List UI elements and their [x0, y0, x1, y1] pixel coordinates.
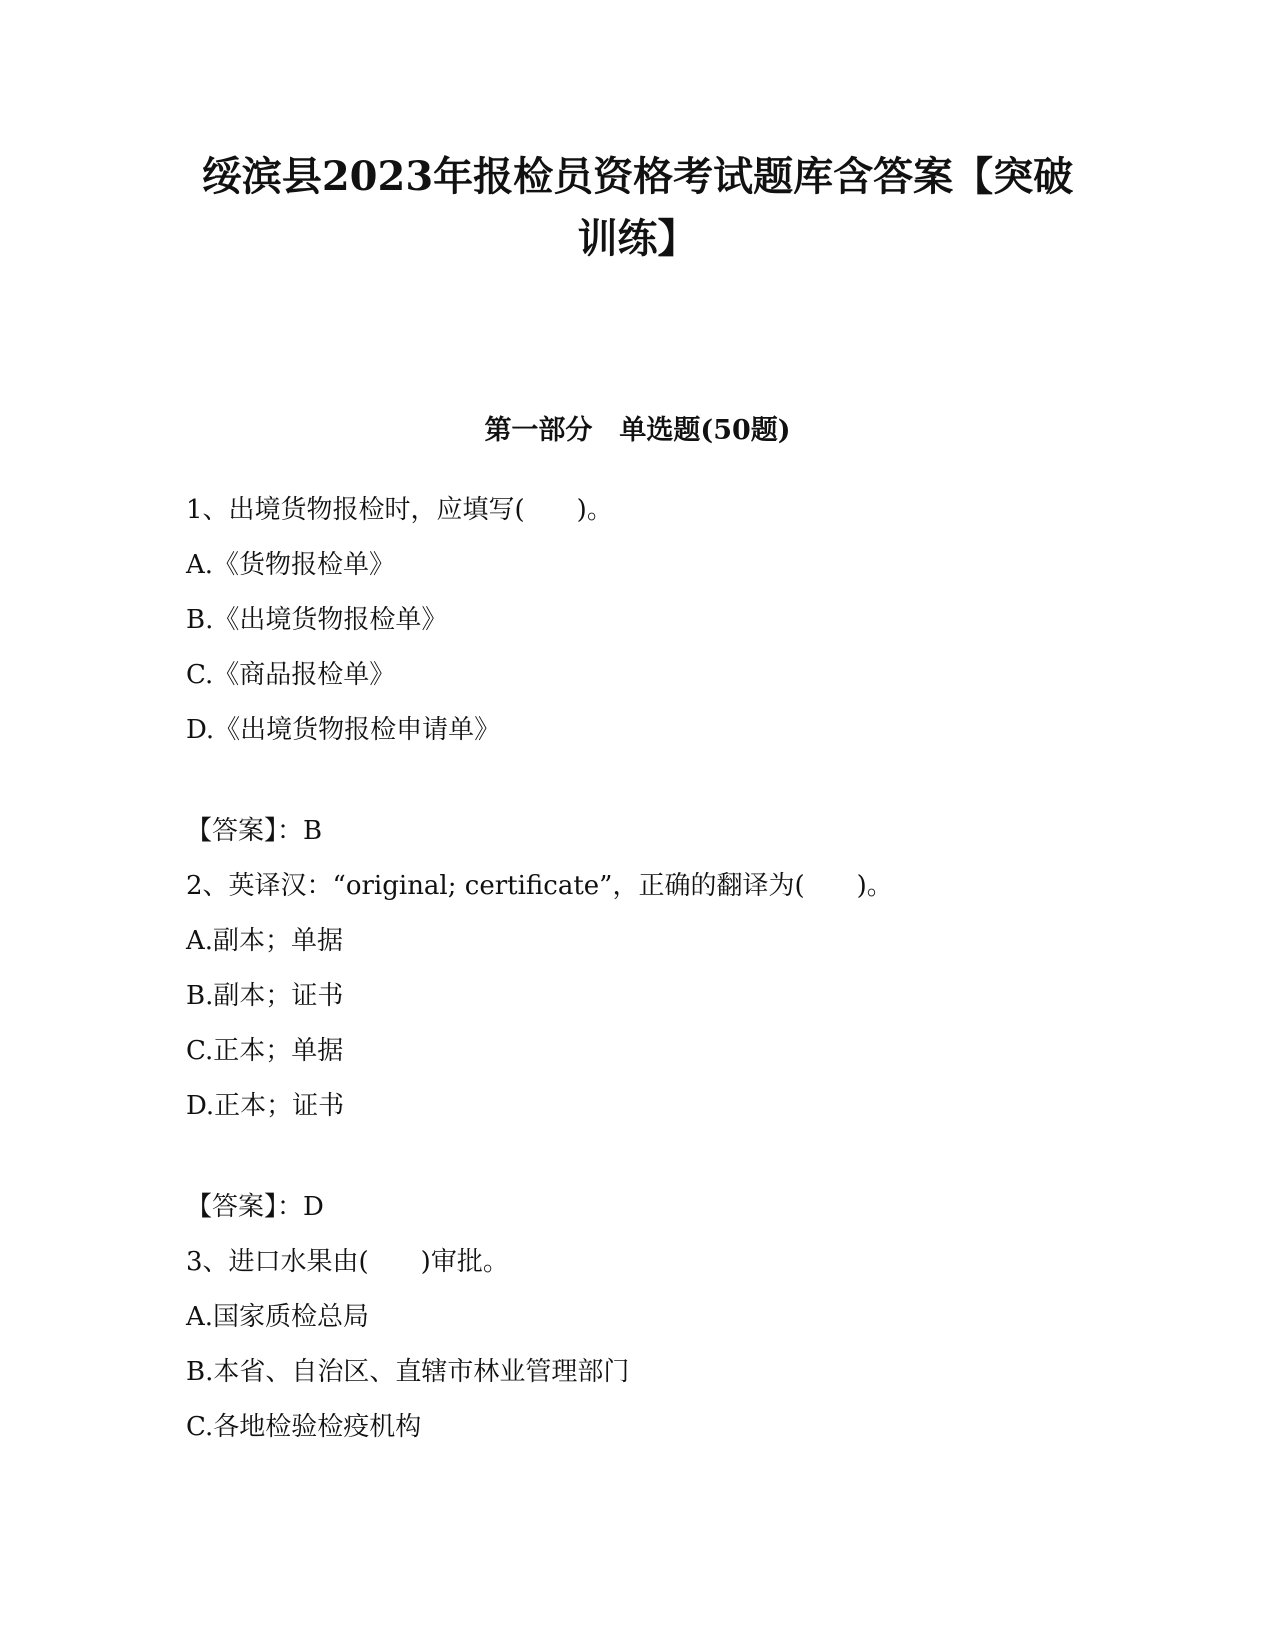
- option-c: C.各地检验检疫机构: [186, 1412, 422, 1442]
- spacer: [186, 765, 1186, 811]
- document-title-line-1: 绥滨县2023年报检员资格考试题库含答案【突破: [201, 153, 1074, 200]
- option-a: A.国家质检总局: [186, 1302, 370, 1332]
- question-stem: 2、英译汉：“original; certificate”，正确的翻译为( )。: [186, 871, 893, 901]
- spacer: [186, 1141, 1186, 1187]
- option-a: A.副本；单据: [186, 926, 344, 956]
- question-stem: 1、出境货物报检时，应填写( )。: [186, 495, 613, 525]
- option-b: B.副本；证书: [186, 981, 344, 1011]
- option-c: C.正本；单据: [186, 1036, 344, 1066]
- question-stem: 3、进口水果由( )审批。: [186, 1247, 509, 1277]
- document-title-line-2: 训练】: [577, 215, 698, 262]
- answer-label: 【答案】：D: [186, 1192, 324, 1222]
- document-title: [150, 146, 1125, 270]
- question-3: [186, 1242, 1186, 1462]
- section-heading: 第一部分 单选题(50题): [484, 415, 791, 446]
- option-c: C.《商品报检单》: [186, 660, 396, 690]
- question-1: [186, 490, 1186, 866]
- option-b: B.本省、自治区、直辖市林业管理部门: [186, 1357, 630, 1387]
- answer-label: 【答案】：B: [186, 816, 323, 846]
- option-d: D.《出境货物报检申请单》: [186, 715, 501, 745]
- option-b: B.《出境货物报检单》: [186, 605, 448, 635]
- option-a: A.《货物报检单》: [186, 550, 396, 580]
- question-2: [186, 866, 1186, 1242]
- option-d: D.正本；证书: [186, 1091, 345, 1121]
